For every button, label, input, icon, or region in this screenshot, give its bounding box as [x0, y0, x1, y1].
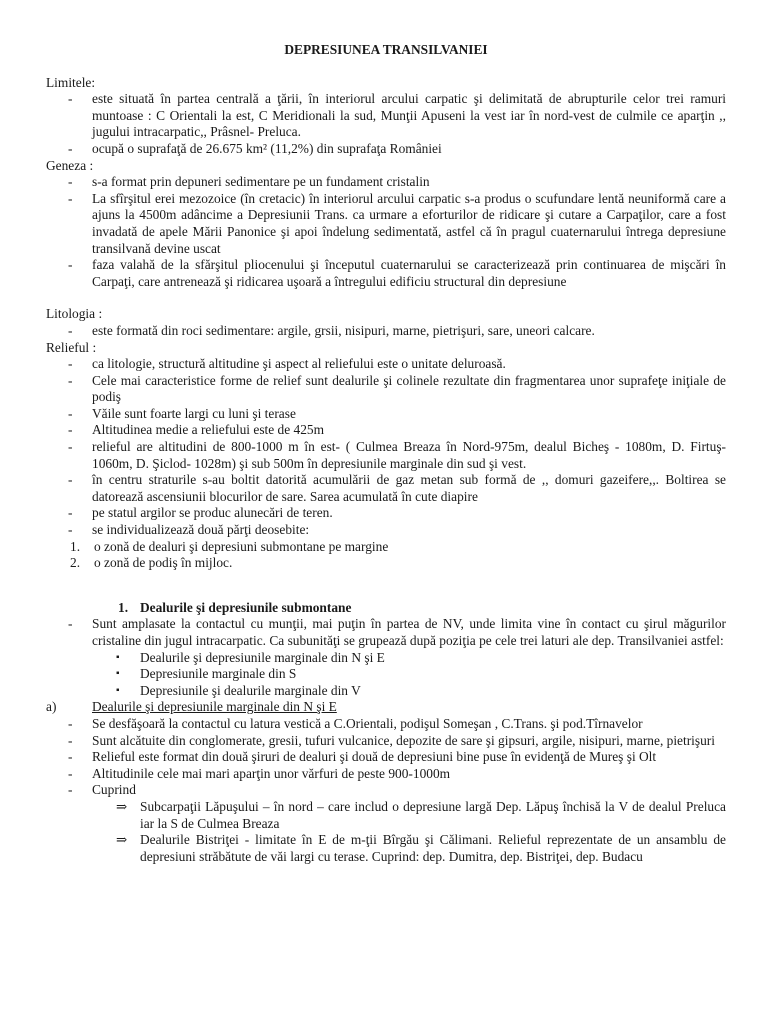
square-bullet-icon: ▪ — [116, 668, 120, 680]
dash-marker: - — [68, 257, 73, 273]
list-item: - Cele mai caracteristice forme de relief sunt dealurile şi colinele rezultate din fragmentarea unor suprafeţe iniţiale de podiş — [68, 372, 726, 405]
section-geneza-heading: Geneza : — [46, 157, 94, 173]
arrow-item: ⇒ Subcarpaţii Lăpuşului – în nord – care includ o depresiune largă Dep. Lăpuş închisă la V de dealul Preluca iar la S de Culmea Breaza — [116, 798, 726, 831]
list-item: - Altitudinea medie a reliefului este de 425m — [68, 422, 325, 438]
list-item: - Văile sunt foarte largi cu luni şi terase — [68, 405, 296, 421]
list-item: - La sfîrşitul erei mezozoice (în cretacic) în interiorul arcului carpatic s-a produs o scufundare lentă neuniformă care a ajuns la 4500m adâncime a Depresiunii Trans. ca urmare a eforturilor de ridicare şi cutare a Carpaţilor, care a fost invadată de apele Mării Panonice şi apoi îndelung sedimentată, astfel că în pragul cuaternarului întrega depresiune transilvană devine uscat — [68, 190, 726, 256]
dash-marker: - — [68, 765, 73, 781]
dash-marker: - — [68, 439, 73, 455]
document-page — [46, 42, 726, 865]
dash-marker: - — [68, 91, 73, 107]
section-1-heading: 1. Dealurile şi depresiunile submontane — [118, 599, 352, 615]
dash-marker: - — [68, 372, 73, 388]
list-item: - faza valahă de la sfărşitul pliocenului şi începutul cuaternarului se caracterizează prin continuarea de mişcări în Carpaţi, care antrenează şi ridicarea uşoară a întregului edificiu structural din depresiune — [68, 257, 726, 289]
arrow-item: ⇒ Dealurile Bistriţei - limitate în E de m-ţii Bîrgău şi Călimani. Relieful reprezentate de un ansamblu de depresiuni străbătute de văi largi cu terase. Cuprind: dep. Dumitra, dep. Bistriţei, dep. Budacu — [116, 832, 726, 864]
dash-marker: - — [68, 422, 73, 438]
list-item: - relieful are altitudini de 800-1000 m în est- ( Culmea Breaza în Nord-975m, dealul Bicheş - 1080m, D. Firtuş- 1060m, D. Şiclod- 1028m) şi sub 500m în depresiunile marginale din sud şi vest. — [68, 439, 726, 471]
list-item: - Se desfăşoară la contactul cu latura vestică a C.Orientali, podişul Someşan , C.Trans. şi pod.Tîrnavelor — [68, 715, 643, 731]
section-relieful-heading: Relieful : — [46, 339, 97, 355]
dash-marker: - — [68, 715, 73, 731]
dash-marker: - — [68, 472, 73, 488]
letter-marker: a) — [46, 699, 57, 715]
list-item: - ca litologie, structură altitudine şi aspect al reliefului este o unitate deluroasă. — [68, 356, 506, 372]
spacer — [46, 290, 726, 306]
square-bullet-icon: ▪ — [116, 684, 120, 696]
dash-marker: - — [68, 782, 73, 798]
list-item: - se individualizează două părţi deosebite: — [68, 522, 310, 538]
list-item: - pe statul argilor se produc alunecări de teren. — [68, 505, 333, 521]
dash-marker: - — [68, 405, 73, 421]
dash-marker: - — [68, 616, 73, 632]
square-bullet-icon: ▪ — [116, 651, 120, 663]
bullet-item: ▪ Depresiunile marginale din S — [116, 666, 297, 682]
list-item: - ocupă o suprafaţă de 26.675 km² (11,2%) din suprafaţa României — [68, 140, 442, 156]
list-item: - s-a format prin depuneri sedimentare pe un fundament cristalin — [68, 174, 430, 190]
bullet-item: ▪ Depresiunile şi dealurile marginale din V — [116, 682, 361, 698]
dash-marker: - — [68, 174, 73, 190]
dash-marker: - — [68, 190, 73, 206]
number-marker: 1. — [118, 599, 129, 615]
numbered-item: 2. o zonă de podiş în mijloc. — [70, 555, 233, 571]
list-item: - Altitudinile cele mai mari aparţin unor vărfuri de peste 900-1000m — [68, 765, 451, 781]
list-item: - în centru straturile s-au boltit datorită acumulării de gaz metan sub formă de ,, domuri gazeifere,,. Boltirea se datorează ascensiunii blocurilor de sare. Sarea acumulată în cute diapire — [68, 472, 726, 504]
section-limitele-heading: Limitele: — [46, 74, 96, 90]
numbered-item: 1. o zonă de dealuri şi depresiuni submontane pe margine — [70, 538, 389, 554]
double-arrow-icon: ⇒ — [116, 798, 128, 814]
dash-marker: - — [68, 732, 73, 748]
dash-marker: - — [68, 505, 73, 521]
list-item: - este formată din roci sedimentare: argile, grsii, nisipuri, marne, pietrişuri, sare, uneori calcare. — [68, 322, 595, 338]
dash-marker: - — [68, 522, 73, 538]
dash-marker: - — [68, 356, 73, 372]
subsection-a-heading: a) Dealurile şi depresiunile marginale din N şi E — [46, 699, 337, 715]
dash-marker: - — [68, 140, 73, 156]
list-item: - Relieful este format din două şiruri de dealuri şi două de depresiuni bine puse în evidenţă de Mureş şi Olt — [68, 749, 657, 765]
list-item: - Sunt amplasate la contactul cu munţii, mai puţin în partea de NV, unde limita vine în contact cu şirul măgurilor cristaline din jugul intracarpatic. Ca subunităţi se grupează după poziţia pe cele trei laturi ale dep. Transilvaniei astfel: — [68, 616, 726, 648]
double-arrow-icon: ⇒ — [116, 832, 128, 848]
list-item: - Cuprind — [68, 782, 136, 798]
number-marker: 2. — [70, 555, 81, 571]
dash-marker: - — [68, 322, 73, 338]
list-item: - Sunt alcătuite din conglomerate, gresii, tufuri vulcanice, depozite de sare şi gipsuri, argile, nisipuri, marne, pietrişuri — [68, 732, 715, 748]
document-title: DEPRESIUNEA TRANSILVANIEI — [284, 42, 488, 57]
bullet-item: ▪ Dealurile şi depresiunile marginale din N şi E — [116, 649, 385, 665]
dash-marker: - — [68, 749, 73, 765]
spacer — [46, 572, 726, 600]
section-litologia-heading: Litologia : — [46, 306, 103, 322]
list-item: - este situată în partea centrală a ţării, în interiorul arcului carpatic şi delimitată de abrupturile celor trei ramuri muntoase : C Orientali la est, C Meridionali la sud, Munţii Apuseni la vest iar în nord-vest de culmile ce aparţin ,, jugului intracarpatic,, Prâsnel- Preluca. — [68, 91, 726, 140]
number-marker: 1. — [70, 538, 81, 554]
